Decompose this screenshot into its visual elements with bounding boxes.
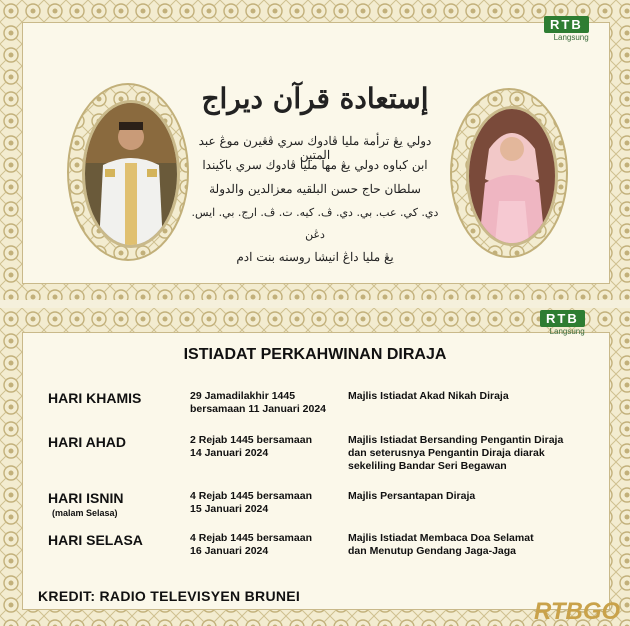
rtb-logo-top: [544, 16, 589, 42]
arabic-line-4: دي. كي. عب. بي. دي. ڤ. كيه. ت. ڤ. ارج. بي. ايس.: [191, 206, 439, 219]
invitation-top-card: [0, 0, 630, 300]
credit-text: KREDIT: RADIO TELEVISYEN BRUNEI: [38, 588, 301, 604]
schedule-heading: ISTIADAT PERKAHWINAN DIRAJA: [183, 346, 447, 363]
row-date: 4 Rejab 1445 bersamaan 15 Januari 2024: [190, 490, 312, 515]
arabic-line-1: دولي يڠ ترأمة مليا ڤادوك سري ڤڠيرن موڠ عبد المتين: [198, 134, 432, 162]
arabic-line-5: دڠن: [305, 228, 325, 241]
row-day: HARI KHAMIS: [48, 390, 142, 406]
row-day: HARI ISNIN: [48, 490, 124, 506]
row-day-sub: (malam Selasa): [52, 508, 118, 518]
bride-portrait: [466, 106, 558, 246]
rtb-badge: RTB: [540, 310, 585, 327]
arabic-title: إستعادة قرآن ديراج: [201, 82, 429, 115]
arabic-line-2: ابن كباوه دولي يڠ مها مليا ڤادوك سري باڬيندا: [202, 158, 428, 172]
row-event: Majlis Istiadat Bersanding Pengantin Diraja dan seterusnya Pengantin Diraja diarak sekeliling Bandar Seri Begawan: [348, 434, 564, 472]
row-date: 2 Rejab 1445 bersamaan 14 Januari 2024: [190, 434, 312, 459]
row-event: Majlis Persantapan Diraja: [348, 490, 476, 502]
arabic-line-6: يڠ مليا داڠ انيشا روسنه بنت ادم: [236, 250, 394, 264]
groom-portrait: [82, 100, 180, 248]
rtb-logo-bottom: [540, 310, 585, 336]
row-day: HARI AHAD: [48, 434, 127, 450]
row-event: Majlis Istiadat Akad Nikah Diraja: [348, 390, 509, 402]
row-date: 29 Jamadilakhir 1445 bersamaan 11 Januari 2024: [190, 390, 327, 415]
row-day: HARI SELASA: [48, 532, 143, 548]
rtbgo-watermark: RTBGO: [534, 598, 621, 625]
rtb-sub: Langsung: [553, 33, 589, 42]
row-date: 4 Rejab 1445 bersamaan 16 Januari 2024: [190, 532, 312, 557]
rtb-sub: Langsung: [549, 327, 585, 336]
row-event: Majlis Istiadat Membaca Doa Selamat dan Menutup Gendang Jaga-Jaga: [348, 532, 534, 557]
arabic-line-3: سلطان حاج حسن البلقيه معزالدين والدولة: [209, 182, 421, 196]
rtb-badge: RTB: [544, 16, 589, 33]
